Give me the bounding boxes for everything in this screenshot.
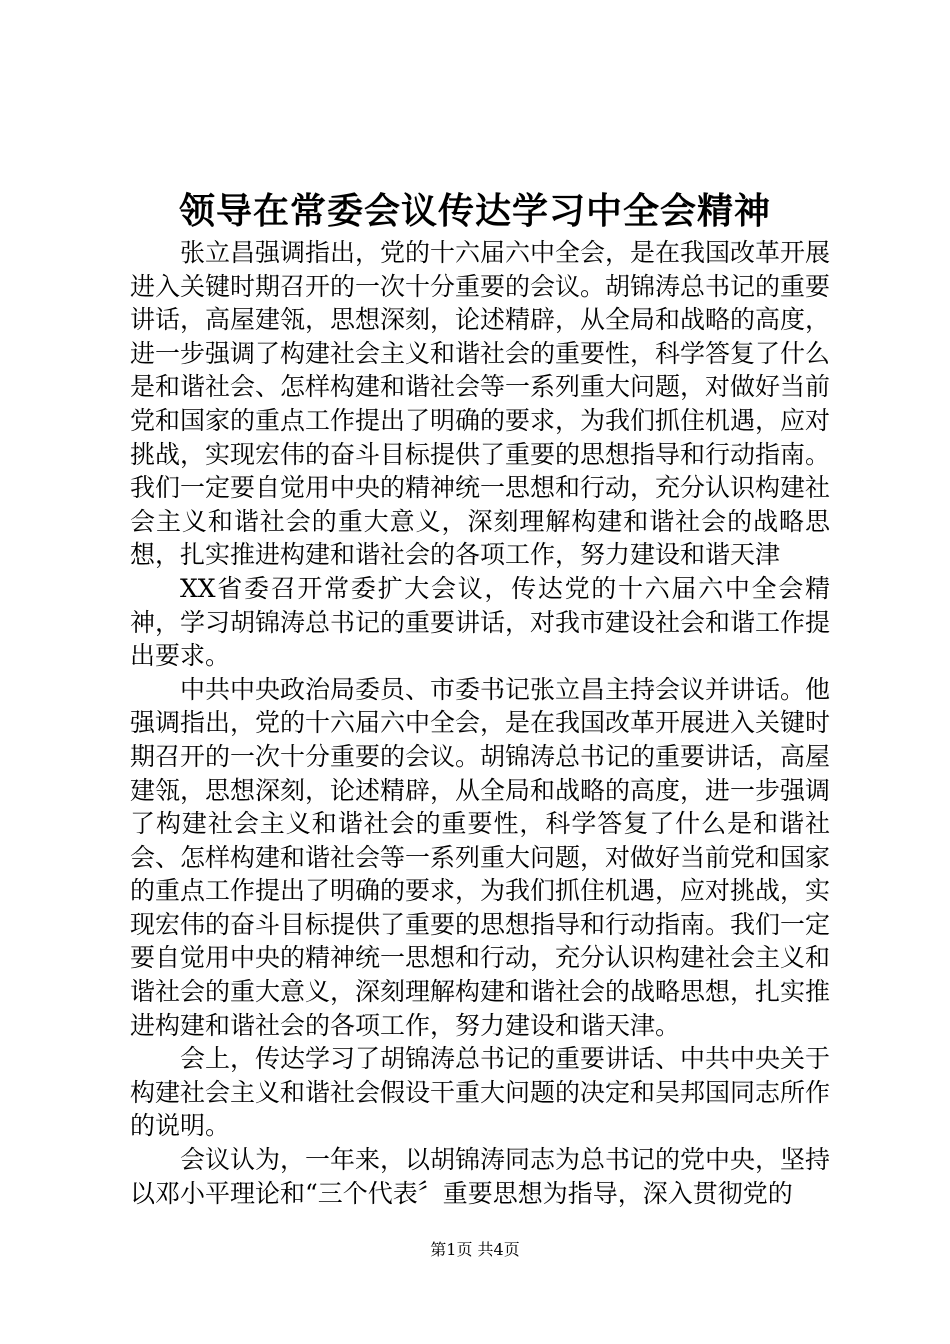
paragraph: XX省委召开常委扩大会议，传达党的十六届六中全会精神，学习胡锦涛总书记的重要讲话，对我市建设社会和谐工作提出要求。 [130, 573, 831, 671]
paragraph: 张立昌强调指出，党的十六届六中全会，是在我国改革开展进入关键时期召开的一次十分重要的会议。胡锦涛总书记的重要讲话，高屋建瓴，思想深刻，论述精辟，从全局和战略的高度，进一步强调了构建社会主义和谐社会的重要性，科学答复了什么是和谐社会、怎样构建和谐社会等一系列重大问题，对做好当前党和国家的重点工作提出了明确的要求，为我们抓住机遇，应对挑战，实现宏伟的奋斗目标提供了重要的思想指导和行动指南。我们一定要自觉用中央的精神统一思想和行动，充分认识构建社会主义和谐社会的重大意义，深刻理解构建和谐社会的战略思想，扎实推进构建和谐社会的各项工作，努力建设和谐天津 [130, 238, 831, 570]
paragraph: 中共中央政治局委员、市委书记张立昌主持会议并讲话。他强调指出，党的十六届六中全会，是在我国改革开展进入关键时期召开的一次十分重要的会议。胡锦涛总书记的重要讲话，高屋建瓴，思想深刻，论述精辟，从全局和战略的高度，进一步强调了构建社会主义和谐社会的重要性，科学答复了什么是和谐社会、怎样构建和谐社会等一系列重大问题，对做好当前党和国家的重点工作提出了明确的要求，为我们抓住机遇，应对挑战，实现宏伟的奋斗目标提供了重要的思想指导和行动指南。我们一定要自觉用中央的精神统一思想和行动，充分认识构建社会主义和谐社会的重大意义，深刻理解构建和谐社会的战略思想，扎实推进构建和谐社会的各项工作，努力建设和谐天津。 [130, 674, 831, 1040]
paragraph: 会上，传达学习了胡锦涛总书记的重要讲话、中共中央关于构建社会主义和谐社会假设干重大问题的决定和吴邦国同志所作的说明。 [130, 1044, 831, 1141]
document-title: 领导在常委会议传达学习中全会精神 [178, 190, 771, 232]
paragraph: 会议认为，一年来，以胡锦涛同志为总书记的党中央，坚持以邓小平理论和“三个代表〞重要思想为指导，深入贯彻党的 [130, 1145, 831, 1208]
page-footer: 第1页 共4页 [430, 1240, 520, 1259]
document-body [130, 236, 830, 1210]
